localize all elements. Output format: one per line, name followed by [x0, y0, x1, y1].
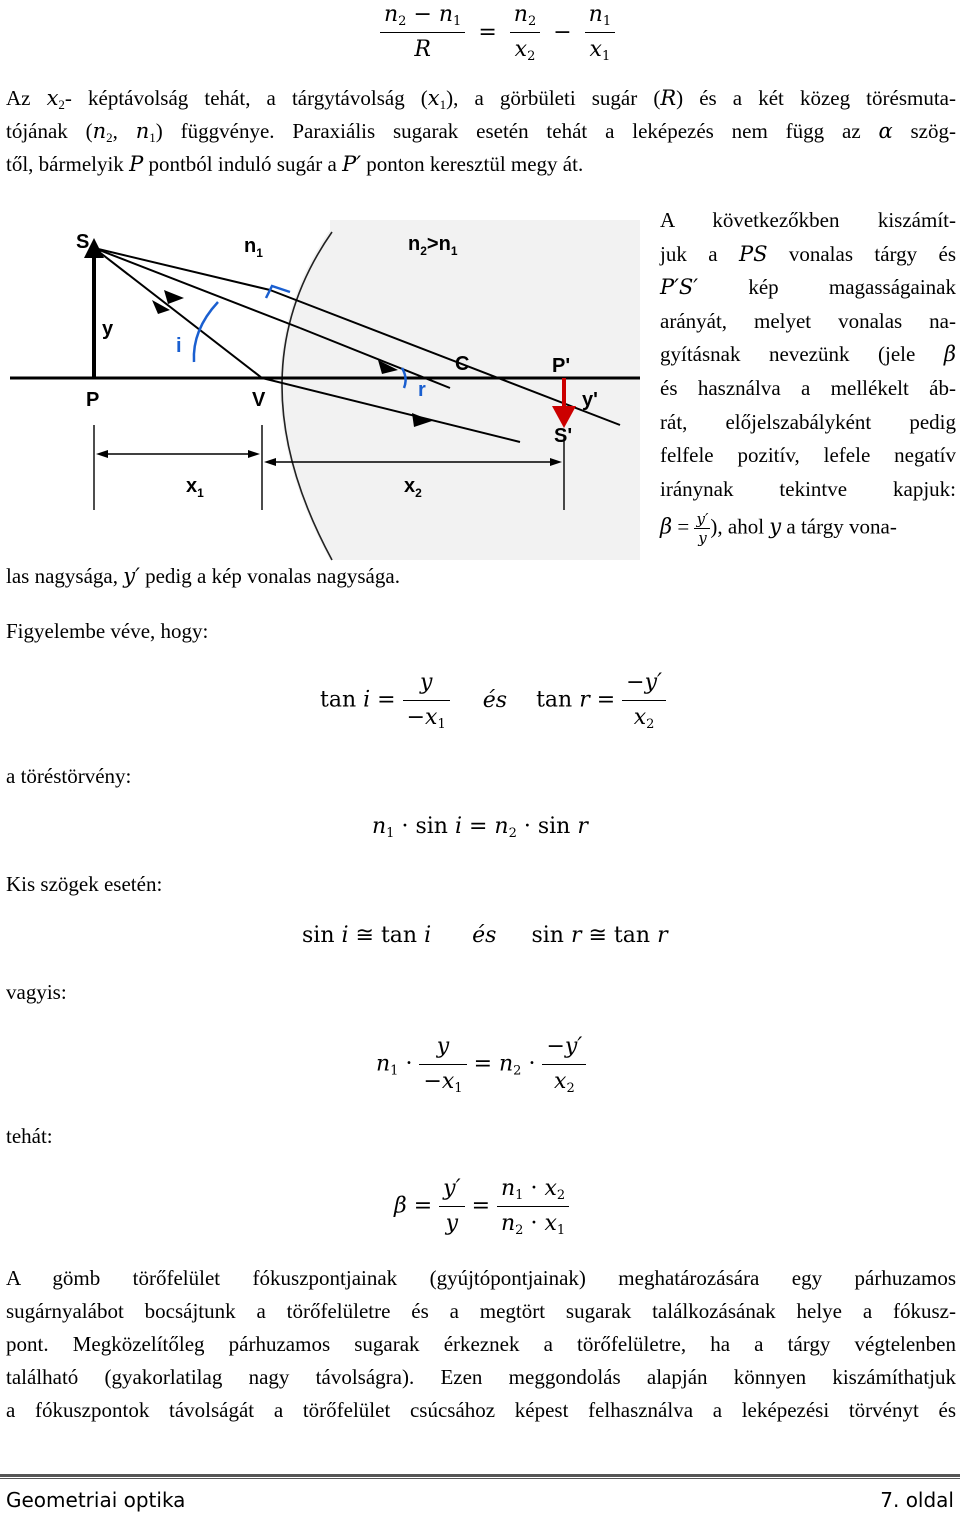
- angle-i-arc: [194, 302, 218, 362]
- label-x2: $x_2$: [404, 475, 422, 500]
- text-torestorveny: a töréstörvény:: [6, 764, 132, 788]
- label-n2-gt-n1: $n_2>n_1$: [408, 233, 458, 258]
- label-r: r: [418, 379, 426, 401]
- label-P-prime: P': [552, 355, 571, 377]
- label-P: P: [86, 389, 100, 411]
- formula-magnification: β = $\frac{y'}{y}$ = $\frac{n_1 \cdot x_2}{n_2 \cdot x_1}$: [394, 1174, 569, 1239]
- label-S-prime: S': [554, 425, 573, 447]
- text-kis: Kis szögek esetén:: [6, 872, 163, 896]
- label-C: C: [455, 353, 470, 375]
- fraction-n1-over-x1: $\frac{n_1}{x_1}$: [585, 0, 615, 65]
- text-figyelembe: Figyelembe véve, hogy:: [6, 619, 209, 643]
- refraction-figure: [0, 210, 650, 565]
- side-paragraph: A következőkben kiszámít- juk a PS vonalas tárgy és P′S′ kép magasságainak arányát, melyet vonalas na- gyításnak nevezünk (jele β és használva a mellékelt áb- rát, előjelszabályként pedig felfele pozitív, lefele negatív iránynak tekintve kapjuk: β = $\frac{y'}{y}$ ), ahol y a tárgy vona-: [660, 208, 957, 548]
- label-n1: $n_1$: [244, 235, 263, 260]
- label-x1: $x_1$: [186, 475, 204, 500]
- ray-2-arrowhead: [152, 300, 170, 314]
- footer-title: Geometriai optika: [6, 1488, 186, 1512]
- formula-top: $\frac{n_2 - n_1}{R}$ = $\frac{n_2}{x_2}$ − $\frac{n_1}{x_1}$: [380, 0, 615, 65]
- label-V: V: [252, 389, 266, 411]
- paragraph-intro: Az $x_2-$ képtávolság tehát, a tárgytávolság $(x_1)$, a görbületi sugár (R) és a két közeg törésmuta- tójának ($n_2$, $n_1$) függvénye. Paraxiális sugarak esetén tehát a leképezés nem függ az α szög- től, bármelyik P pontból induló sugár a P′ ponton keresztül megy át.: [6, 86, 956, 176]
- ray-3-line: [94, 248, 300, 328]
- text-tehat: tehát:: [6, 1124, 53, 1148]
- formula-combined: $n_1$ · $\frac{y}{-x_1}$ = $n_2$ · $\frac{-y'}{x_2}$: [376, 1032, 586, 1097]
- label-y-prime: y': [582, 389, 598, 411]
- formula-small-angle: sin i ≅ tan i és sin r ≅ tan r: [302, 923, 668, 948]
- footer-rule: [0, 1474, 960, 1479]
- fraction-n2-over-x2: $\frac{n_2}{x_2}$: [510, 0, 540, 65]
- fraction-n-over-R: $\frac{n_2 - n_1}{R}$: [380, 0, 465, 65]
- label-i: i: [176, 335, 182, 357]
- ray-3-arrowhead: [164, 290, 184, 304]
- label-S: S: [76, 231, 90, 253]
- label-y: y: [102, 318, 114, 340]
- footer-page-number: 7. oldal: [880, 1488, 954, 1512]
- formula-snell: $n_1 \cdot \sin i = n_2 \cdot \sin r$: [372, 814, 588, 841]
- text-vagyis: vagyis:: [6, 980, 67, 1004]
- text-las: las nagysága, y′ pedig a kép vonalas nagysága.: [6, 564, 400, 588]
- formula-tan: tan i = $\frac{y}{-x_1}$ és tan r = $\frac{-y'}{x_2}$: [320, 668, 666, 733]
- paragraph-focus: A gömb törőfelület fókuszpontjainak (gyújtópontjainak) meghatározására egy párhuzamos sugárnyalábot bocsájtunk a törőfelületre és a megtört sugarak találkozásának helye a fókusz- pont. Megközelítőleg párhuzamos sugarak érkeznek a törőfelületre, ha a tárgy végtelenben található (gyakorlatilag nagy távolságra). Ezen meggondolás alapján könnyen kiszámíthatjuk a fókuszpontok távolságát a törőfelület csúcsához képest felhasználva a leképezési törvényt és: [6, 1266, 956, 1422]
